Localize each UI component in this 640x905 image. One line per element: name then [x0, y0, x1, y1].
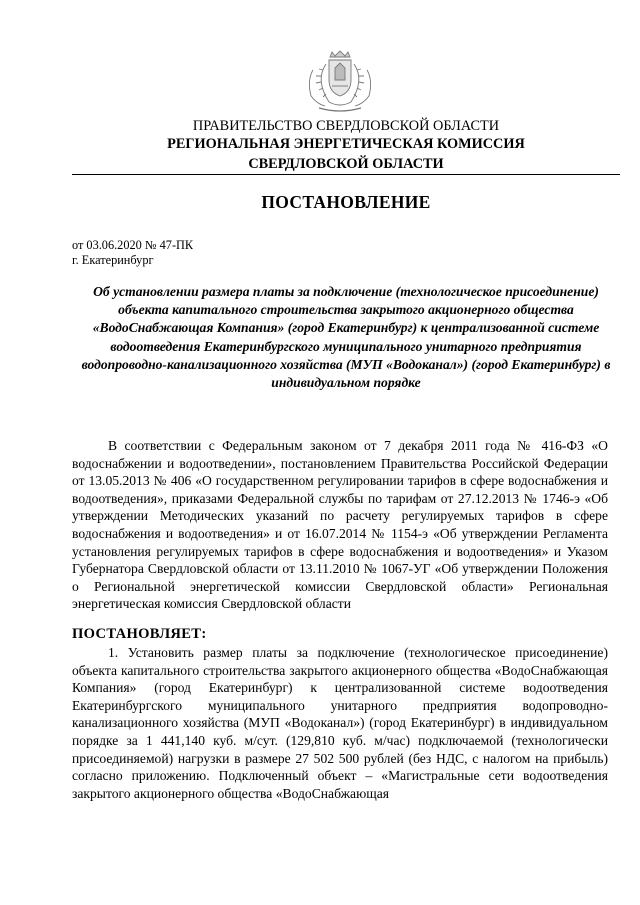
- header-divider: [72, 174, 620, 175]
- document-subject: Об установлении размера платы за подключение (технологическое присоединение) объекта капитального строительства закрытого акционерного общества «ВодоСнабжающая Компания» (город Екатеринбург) к централизованной системе водоотведения Екатеринбургского муниципального унитарного предприятия водопроводно-канализационного хозяйства (МУП «Водоканал») (город Екатеринбург) в индивидуальном порядке: [81, 284, 611, 391]
- decree-heading: ПОСТАНОВЛЯЕТ:: [72, 626, 207, 642]
- document-city: г. Екатеринбург: [72, 253, 154, 267]
- coat-of-arms-emblem: [299, 50, 381, 114]
- document-date-number: от 03.06.2020 № 47-ПК: [72, 238, 194, 252]
- document-type-title: ПОСТАНОВЛЕНИЕ: [261, 192, 431, 212]
- clause-1-paragraph: 1. Установить размер платы за подключение (технологическое присоединение) объекта капитального строительства закрытого акционерного общества «ВодоСнабжающая Компания» (город Екатеринбург) к централизованной системе водоотведения Екатеринбургского муниципального унитарного предприятия водопроводно-канализационного хозяйства (МУП «Водоканал») (город Екатеринбург) в индивидуальном порядке за 1 441,140 куб. м/сут. (129,810 куб. м/час) подключаемой (технологически присоединяемой) нагрузки в размере 27 502 500 рублей (без НДС, с налогом на прибыль) согласно приложению. Подключенный объект – «Магистральные сети водоотведения закрытого акционерного общества «ВодоСнабжающая: [72, 645, 608, 801]
- region-name: СВЕРДЛОВСКОЙ ОБЛАСТИ: [248, 156, 444, 172]
- preamble-paragraph: В соответствии с Федеральным законом от 7 декабря 2011 года № 416-ФЗ «О водоснабжении и водоотведении», постановлением Правительства Российской Федерации от 13.05.2013 № 406 «О государственном регулировании тарифов в сфере водоснабжения и водоотведения», приказами Федеральной службы по тарифам от 27.12.2013 № 1746-э «Об утверждении Методических указаний по расчету регулируемых тарифов в сфере водоснабжения и водоотведения» и от 16.07.2014 № 1154-э «Об утверждении Регламента установления регулируемых тарифов в сфере водоснабжения и водоотведения» и Указом Губернатора Свердловской области от 13.11.2010 № 1067-УГ «Об утверждении Положения о Региональной энергетической комиссии Свердловской области» Региональная энергетическая комиссия Свердловской области: [72, 438, 608, 612]
- commission-name: РЕГИОНАЛЬНАЯ ЭНЕРГЕТИЧЕСКАЯ КОМИССИЯ: [167, 136, 525, 152]
- government-name: ПРАВИТЕЛЬСТВО СВЕРДЛОВСКОЙ ОБЛАСТИ: [192, 118, 500, 134]
